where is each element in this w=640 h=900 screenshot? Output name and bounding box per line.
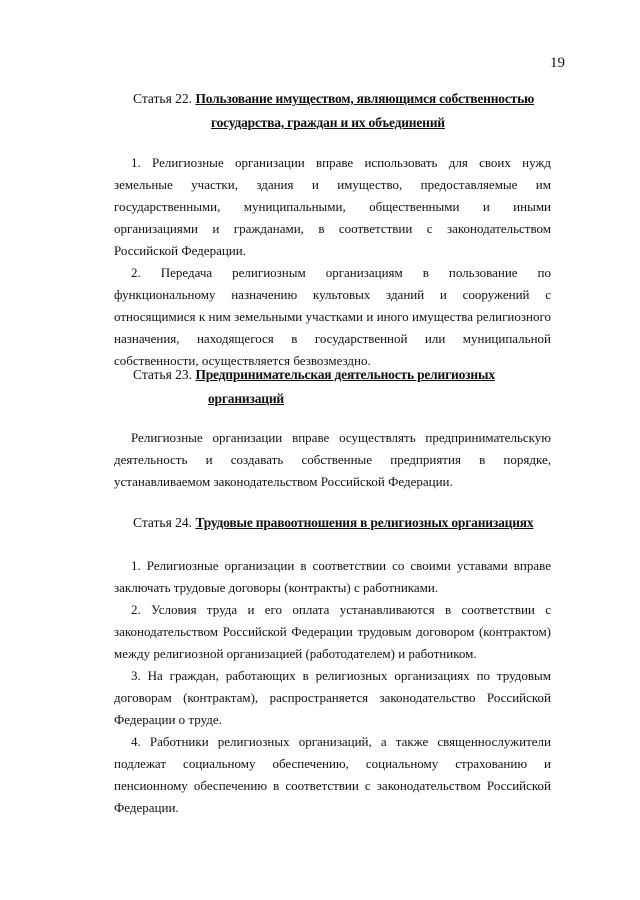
article-22-label: Статья 22. — [133, 91, 193, 106]
article-24-title-line1: Трудовые правоотношения в религиозных организациях — [195, 515, 534, 530]
article-22-body — [114, 152, 551, 372]
article-24-label: Статья 24. — [133, 515, 193, 530]
article-23-title-line2: организаций — [208, 391, 285, 406]
article-24-paragraph-1: 1. Религиозные организации в соответствии со своими уставами вправе заключать трудовые договоры (контракты) с работниками. — [114, 558, 551, 595]
article-23-title-line1: Предпринимательская деятельность религиозных — [195, 367, 495, 382]
article-22-paragraph-1: 1. Религиозные организации вправе использовать для своих нужд земельные участки, здания и имущество, предоставляемые им государственными, муниципальными, общественными и иными организациями и гражданами, в соответствии с законодательством Российской Федерации. — [114, 155, 551, 258]
article-23-label: Статья 23. — [133, 367, 193, 382]
article-22-title-line1: Пользование имуществом, являющимся собственностью — [195, 91, 535, 106]
article-24-paragraph-2: 2. Условия труда и его оплата устанавливаются в соответствии с законодательством Российской Федерации трудовым договором (контрактом) между религиозной организацией (работодателем) и работником. — [114, 602, 551, 661]
article-23-heading — [133, 363, 533, 411]
article-24-paragraph-3: 3. На граждан, работающих в религиозных организациях по трудовым договорам (контрактам), распространяется законодательство Российской Федерации о труде. — [114, 668, 551, 727]
article-23-body — [114, 427, 551, 493]
article-24-paragraph-4: 4. Работники религиозных организаций, а также священнослужители подлежат социальному обеспечению, социальному страхованию и пенсионному обеспечению в соответствии с законодательством Российской Федерации. — [114, 734, 551, 815]
article-24-heading — [133, 511, 553, 535]
page-number: 19 — [550, 55, 565, 71]
article-24-body — [114, 555, 551, 819]
article-22-heading — [133, 87, 553, 135]
article-23-paragraph-1: Религиозные организации вправе осуществлять предпринимательскую деятельность и создавать собственные предприятия в порядке, устанавливаемом законодательством Российской Федерации. — [114, 430, 551, 489]
article-22-paragraph-2: 2. Передача религиозным организациям в пользование по функциональному назначению культовых зданий и сооружений с относящимися к ним земельными участками и иного имущества религиозного назначения, находящегося в государственной или муниципальной собственности, осуществляется безвозмездно. — [114, 265, 551, 368]
article-22-title-line2: государства, граждан и их объединений — [211, 115, 445, 130]
